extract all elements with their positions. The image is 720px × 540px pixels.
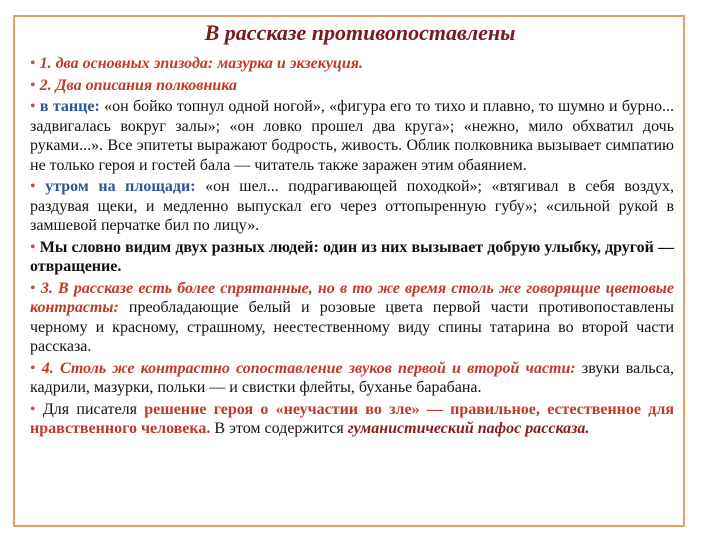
item-8-c: В этом содержится xyxy=(210,420,348,437)
item-4-text: «он шел... подрагивающей походкой»; «втягивал в себя воздух, раздувая щеки, и медленно выпускал его через оттопыренную губу»; «сильной рукой в замшевой перчатке бил по лицу». xyxy=(30,178,675,234)
item-3-text: «он бойко топнул одной ногой», «фигура его то тихо и плавно, то шумно и бурно... задвигалась вокруг залы»; «он ловко прошел два круга»; «нежно, мило обхватил дочь руками...». Все эпитеты выражают бодрость, живость. Облик полковника вызывает симпатию не только героя и гостей бала — читатель также заражен этим обаянием. xyxy=(30,98,675,174)
bullet-icon: • xyxy=(30,359,36,377)
item-2-text: 2. Два описания полковника xyxy=(39,76,237,94)
bullet-icon: • xyxy=(30,238,36,256)
item-6-lead: 3. В рассказе есть более спрятанные, но в то же время столь же говорящие цветовые контрасты: xyxy=(30,279,675,316)
bullet-icon: • xyxy=(30,400,36,418)
bullet-icon: • xyxy=(30,76,36,94)
bullet-icon: • xyxy=(30,98,36,115)
bullet-item-5 xyxy=(30,238,674,277)
item-3-lead: в танце: xyxy=(39,98,100,115)
item-5-text: Мы словно видим двух разных людей: один из них вызывает добрую улыбку, другой — отвращение. xyxy=(30,238,675,275)
bullet-item-3 xyxy=(30,97,674,175)
bullet-item-1 xyxy=(30,54,674,74)
bullet-item-4 xyxy=(30,177,674,236)
bullet-icon: • xyxy=(30,55,36,72)
slide-title: В рассказе противопоставлены xyxy=(204,20,516,45)
item-4-lead: утром на площади: xyxy=(45,178,196,195)
item-8-b: решение героя о «неучастии во зле» — правильное, естественное для нравственного человека. xyxy=(30,400,674,437)
item-8-d: гуманистический пафос рассказа. xyxy=(347,420,590,437)
item-7-text: звуки вальса, кадрили, мазурки, польки — и свистки флейты, буханье барабана. xyxy=(30,359,674,396)
item-8-a: Для писателя xyxy=(42,400,145,418)
bullet-item-7 xyxy=(30,359,674,398)
bullet-icon: • xyxy=(30,279,36,297)
bullet-icon: • xyxy=(30,178,36,195)
item-6-text: преобладающие белый и розовые цвета первой части противопоставлены черному и красному, страшному, неестественному виду спины татарина во второй части рассказа. xyxy=(30,299,674,355)
slide-content xyxy=(30,54,674,441)
item-1-text: 1. два основных эпизода: мазурка и экзекуция. xyxy=(39,55,363,72)
bullet-item-6 xyxy=(30,279,674,357)
item-7-lead: 4. Столь же контрастно сопоставление звуков первой и второй части: xyxy=(41,359,576,377)
bullet-item-8 xyxy=(30,400,674,439)
bullet-item-2 xyxy=(30,76,674,96)
